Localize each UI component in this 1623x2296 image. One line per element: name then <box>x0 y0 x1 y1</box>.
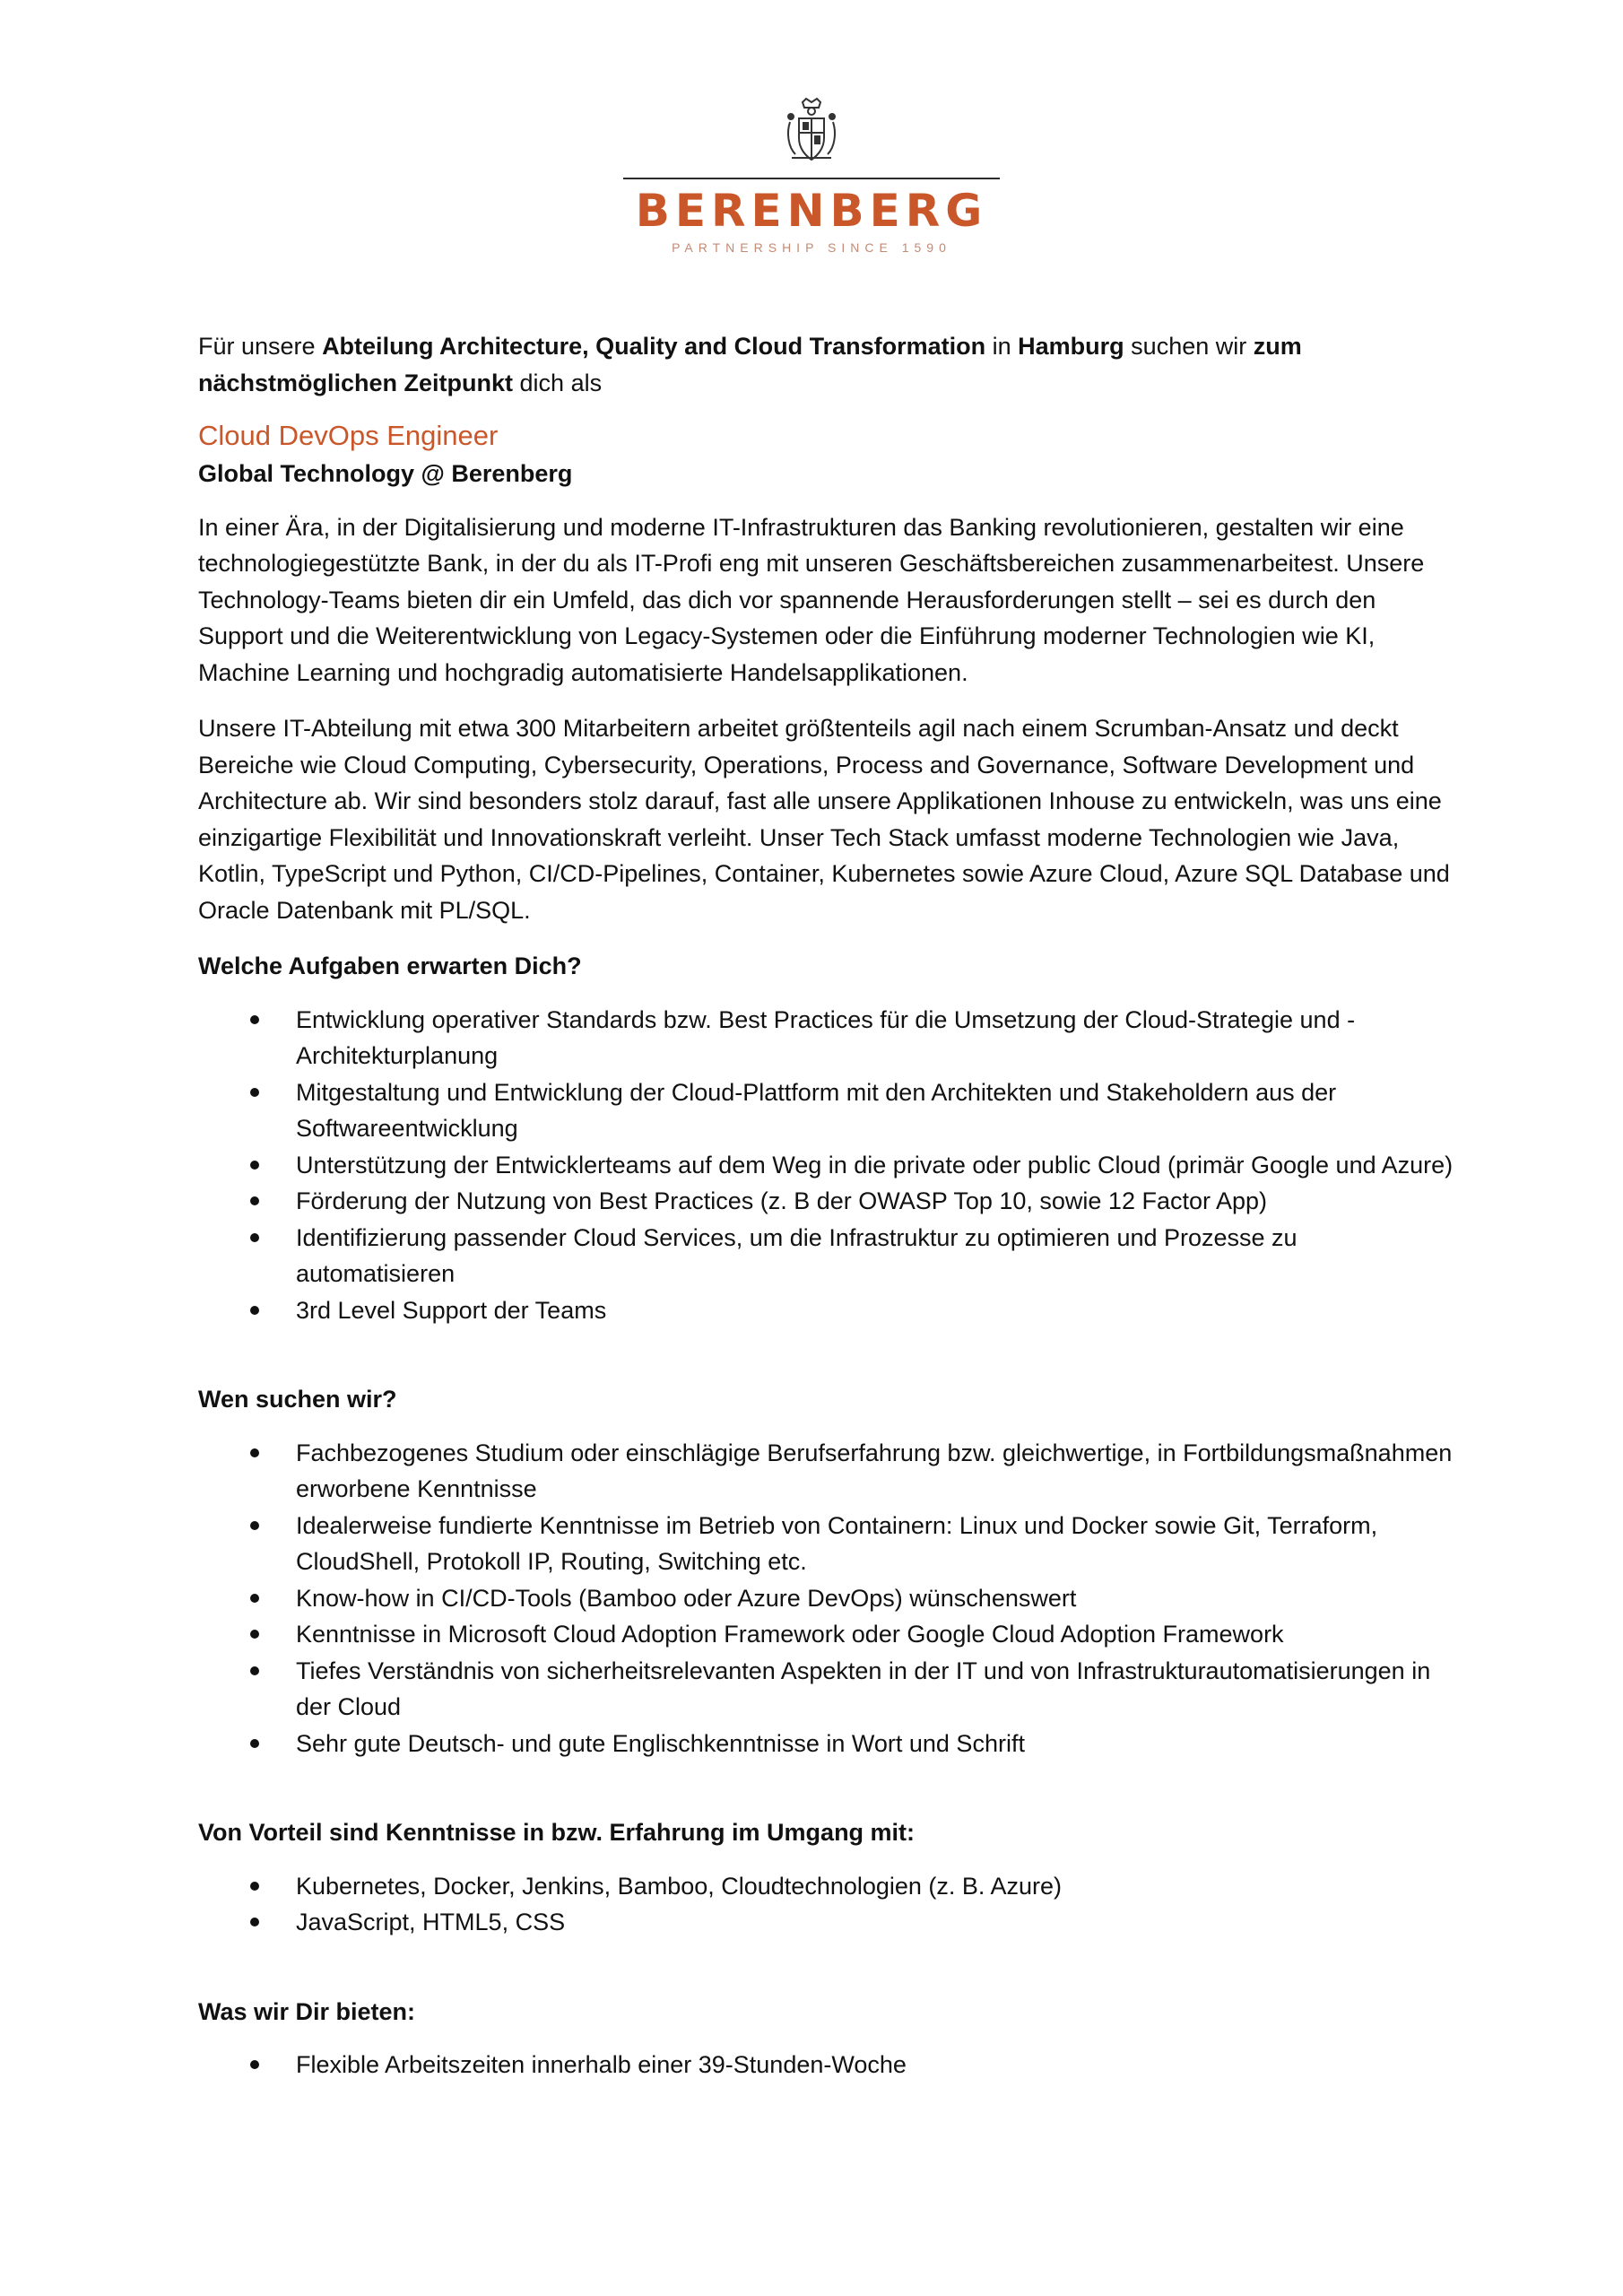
list-item: Fachbezogenes Studium oder einschlägige Berufserfahrung bzw. gleichwertige, in Fortbildungsmaßnahmen erworbene Kenntnisse <box>198 1435 1454 1508</box>
section-heading: Wen suchen wir? <box>198 1386 397 1413</box>
intro-start-date: zum nächstmöglichen Zeitpunkt <box>198 333 1302 396</box>
body-paragraph: In einer Ära, in der Digitalisierung und moderne IT-Infrastrukturen das Banking revolutionieren, gestalten wir eine technologiegestützte Bank, in der du als IT-Profi eng mit unseren Geschäftsbereichen zusammenarbeitest. Unsere Technology-Teams bieten dir ein Umfeld, das dich vor spannende Herausforderungen stellt – sei es durch den Support und die Weiterentwicklung von Legacy-Systemen oder die Einführung moderner Technologien wie KI, Machine Learning und hochgradig automatisierte Handelsapplikationen. <box>198 513 1425 686</box>
intro-text: in <box>985 333 1019 360</box>
list-item: JavaScript, HTML5, CSS <box>198 1904 1454 1941</box>
section-heading: Von Vorteil sind Kenntnisse in bzw. Erfahrung im Umgang mit: <box>198 1819 916 1846</box>
spacer <box>198 1344 1454 1381</box>
intro-department: Abteilung Architecture, Quality and Cloud Transformation <box>322 333 986 360</box>
spacer <box>198 1956 1454 1994</box>
list-item: Unterstützung der Entwicklerteams auf dem Weg in die private oder public Cloud (primär Google und Azure) <box>198 1147 1454 1184</box>
intro-location: Hamburg <box>1018 333 1124 360</box>
brand-logo-text: BERENBERG <box>635 185 988 237</box>
list-item: Know-how in CI/CD-Tools (Bamboo oder Azure DevOps) wünschenswert <box>198 1580 1454 1617</box>
body-paragraph: Unsere IT-Abteilung mit etwa 300 Mitarbeitern arbeitet größtenteils agil nach einem Scrumban-Ansatz und deckt Bereiche wie Cloud Computing, Cybersecurity, Operations, Process and Governance, Software Development und Architecture ab. Wir sind besonders stolz darauf, fast alle unsere Applikationen Inhouse zu entwickeln, was uns eine einzigartige Flexibilität und Innovationskraft verleiht. Unser Tech Stack umfasst moderne Technologien wie Java, Kotlin, TypeScript und Python, CI/CD-Pipelines, Container, Kubernetes sowie Azure Cloud, Azure SQL Database und Oracle Datenbank mit PL/SQL. <box>198 715 1450 924</box>
list-item: Kenntnisse in Microsoft Cloud Adoption Framework oder Google Cloud Adoption Framework <box>198 1616 1454 1653</box>
bullet-list <box>198 2047 1454 2083</box>
spacer <box>198 1777 1454 1814</box>
bullet-list <box>198 1002 1454 1329</box>
intro-text: suchen wir <box>1124 333 1254 360</box>
section-heading: Welche Aufgaben erwarten Dich? <box>198 952 582 979</box>
list-item: Idealerweise fundierte Kenntnisse im Betrieb von Containern: Linux und Docker sowie Git, Terraform, CloudShell, Protokoll IP, Routing, Switching etc. <box>198 1508 1454 1580</box>
list-item: Entwicklung operativer Standards bzw. Best Practices für die Umsetzung der Cloud-Strategie und - Architekturplanung <box>198 1002 1454 1074</box>
intro-paragraph <box>198 328 1454 401</box>
list-item: Flexible Arbeitszeiten innerhalb einer 39-Stunden-Woche <box>198 2047 1454 2083</box>
bullet-list <box>198 1435 1454 1762</box>
bullet-list <box>198 1868 1454 1941</box>
section-heading: Was wir Dir bieten: <box>198 1997 416 2025</box>
list-item: Kubernetes, Docker, Jenkins, Bamboo, Cloudtechnologien (z. B. Azure) <box>198 1868 1454 1905</box>
subtitle-heading: Global Technology @ Berenberg <box>198 460 573 487</box>
document-body <box>198 328 1454 2099</box>
job-title: Cloud DevOps Engineer <box>198 420 499 451</box>
list-item: Identifizierung passender Cloud Services, um die Infrastruktur zu optimieren und Prozesse zu automatisieren <box>198 1220 1454 1292</box>
list-item: 3rd Level Support der Teams <box>198 1292 1454 1329</box>
brand-tagline: PARTNERSHIP SINCE 1590 <box>672 240 951 255</box>
letterhead-rule <box>623 178 1000 179</box>
list-item: Mitgestaltung und Entwicklung der Cloud-Plattform mit den Architekten und Stakeholdern aus der Softwareentwicklung <box>198 1074 1454 1147</box>
list-item: Sehr gute Deutsch- und gute Englischkenntnisse in Wort und Schrift <box>198 1726 1454 1762</box>
intro-text: dich als <box>513 369 603 396</box>
intro-text: Für unsere <box>198 333 323 360</box>
list-item: Tiefes Verständnis von sicherheitsrelevanten Aspekten in der IT und von Infrastrukturautomatisierungen in der Cloud <box>198 1653 1454 1726</box>
letterhead <box>0 97 1623 255</box>
list-item: Förderung der Nutzung von Best Practices (z. B der OWASP Top 10, sowie 12 Factor App) <box>198 1183 1454 1220</box>
crest-icon <box>783 97 840 165</box>
